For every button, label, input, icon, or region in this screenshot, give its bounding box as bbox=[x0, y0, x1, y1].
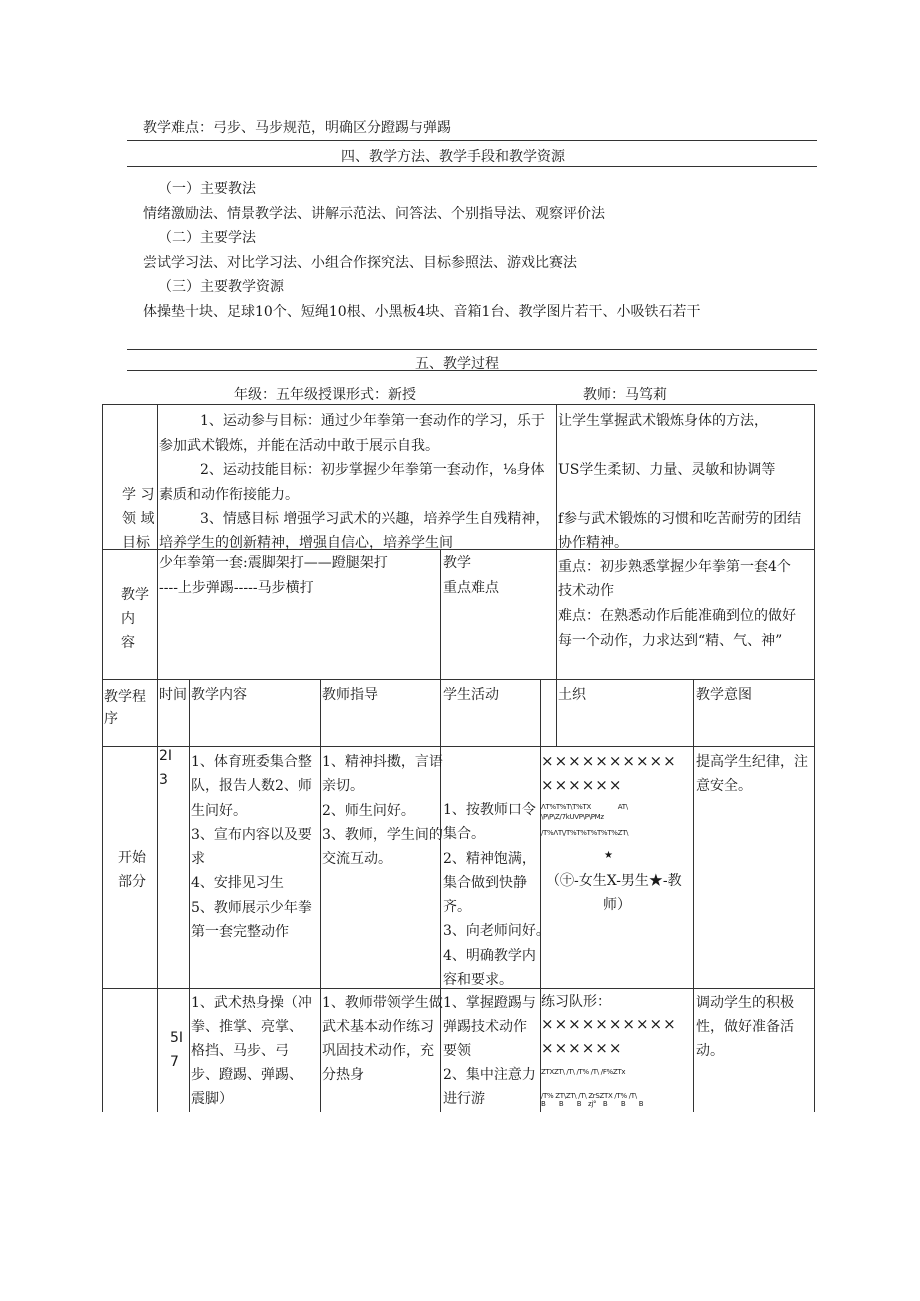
header-time: 时间 bbox=[159, 687, 187, 703]
row1-activity-line: 齐。 bbox=[443, 899, 471, 916]
table-line bbox=[556, 404, 557, 549]
table-line bbox=[102, 679, 815, 680]
row1-content-line: 1、体育班委集合整 bbox=[191, 754, 312, 770]
table-line bbox=[102, 746, 815, 747]
row2-content-line: 格挡、马步、弓 bbox=[191, 1043, 289, 1059]
row1-guide-line: 2、师生问好。 bbox=[322, 802, 415, 819]
table-line bbox=[556, 549, 557, 679]
row1-content-line: 第一套完整动作 bbox=[191, 924, 289, 941]
row2-time-2: 7 bbox=[170, 1054, 179, 1070]
goal-1-line-2: 参加武术锻炼，并能在活动中敢于展示自我。 bbox=[159, 438, 439, 454]
table-line bbox=[556, 679, 557, 746]
table-line bbox=[693, 679, 694, 1112]
difficulty-point-1: 难点：在熟悉动作后能准确到位的做好 bbox=[558, 608, 796, 624]
row2-activity-line: 2、集中注意力 bbox=[443, 1067, 536, 1083]
row1-content-line: 求 bbox=[191, 851, 205, 868]
row2-org-sym-3: B B B zj° B B B bbox=[541, 1100, 644, 1108]
row2-activity-line: 进行游 bbox=[443, 1091, 485, 1107]
header-activity: 学生活动 bbox=[443, 687, 499, 703]
row2-guide-line: 分热身 bbox=[322, 1067, 364, 1083]
row2-content-line: 拳、推掌、亮掌、 bbox=[191, 1019, 303, 1035]
row1-activity-line: 集合。 bbox=[443, 826, 485, 843]
row2-activity-line: 要领 bbox=[443, 1043, 471, 1059]
key-point-1: 重点：初步熟悉掌握少年拳第一套4个 bbox=[558, 559, 791, 575]
row1-content-line: 队，报告人数2、师 bbox=[191, 778, 312, 795]
row1-guide-line: 3、教师，学生间的 bbox=[322, 826, 443, 843]
row1-content-line: 4、安排见习生 bbox=[191, 875, 284, 892]
row1-time-2: 3 bbox=[159, 772, 168, 788]
row2-guide-line: 武术基本动作练习 bbox=[322, 1019, 434, 1035]
methods-text: 情绪激励法、情景教学法、讲解示范法、问答法、个别指导法、观察评价法 bbox=[143, 206, 605, 222]
teacher-line: 教师：马笃莉 bbox=[583, 387, 667, 403]
goal-2-line-3: US学生柔韧、力量、灵敏和协调等 bbox=[558, 462, 776, 478]
row2-org-heading: 练习队形： bbox=[541, 994, 611, 1010]
row1-content-line: 5、教师展示少年拳 bbox=[191, 899, 312, 916]
table-line bbox=[814, 404, 815, 1112]
goal-3-line-3: f参与武术锻炼的习惯和吃苦耐劳的团结 bbox=[558, 511, 802, 527]
resources-text: 体操垫十块、足球10个、短绳10根、小黑板4块、音箱1台、教学图片若干、小吸铁石若干 bbox=[143, 304, 701, 320]
row2-content-line: 步、蹬踢、弹踢、 bbox=[191, 1067, 303, 1083]
grade-line: 年级：五年级授课形式：新授 bbox=[234, 387, 416, 403]
goal-1-line-3: 让学生掌握武术锻炼身体的方法， bbox=[558, 413, 768, 429]
goals-label-3: 目标 bbox=[122, 535, 150, 551]
row2-activity-line: 弹踢技术动作 bbox=[443, 1019, 527, 1035]
row1-activity bbox=[443, 798, 550, 992]
row1-org-sym-1: ΛT%T%T\T%TX AT\ bbox=[541, 803, 628, 811]
row1-activity-line: 4、明确教学内 bbox=[443, 947, 536, 964]
row1-org-sym-2: \P\P\Z/7kUVP\P\PMz bbox=[541, 813, 604, 821]
learning-heading: （二）主要学法 bbox=[158, 230, 256, 246]
row1-activity-line: 1、按教师口令 bbox=[443, 802, 536, 818]
goal-3-line-2: 培养学生的创新精神，增强自信心，培养学生间 bbox=[159, 535, 453, 551]
table-line bbox=[320, 679, 321, 1112]
row1-intent-line: 意安全。 bbox=[696, 778, 752, 795]
goal-2-line-1: 2、运动技能目标：初步掌握少年拳第一套动作，⅛身体 bbox=[200, 462, 545, 478]
section5-title: 五、教学过程 bbox=[415, 356, 499, 372]
header-content: 教学内容 bbox=[191, 687, 247, 703]
row1-intent bbox=[696, 750, 814, 799]
row2-org-x-row-1: ×××××××××× bbox=[541, 1015, 677, 1033]
table-line bbox=[189, 679, 190, 1112]
header-organization: 土织 bbox=[558, 687, 586, 703]
difficulty-point-2: 每一个动作，力求达到“精、气、神” bbox=[558, 633, 783, 649]
header-guide: 教师指导 bbox=[322, 687, 378, 703]
row1-content bbox=[191, 750, 319, 944]
methods-heading: （一）主要教法 bbox=[158, 181, 256, 197]
row1-guide-line: 交流互动。 bbox=[322, 851, 392, 868]
key-label-2: 重点难点 bbox=[443, 580, 499, 596]
row2-guide-line: 巩固技术动作，充 bbox=[322, 1043, 434, 1059]
row2-content-line: 震脚） bbox=[191, 1091, 233, 1107]
row2-intent-line: 性，做好准备活 bbox=[696, 1019, 794, 1035]
divider bbox=[127, 166, 817, 167]
table-line bbox=[102, 404, 815, 405]
row1-org-legend-2: 师） bbox=[603, 897, 631, 913]
row1-label: 开始部分 bbox=[118, 850, 146, 890]
row1-intent-line: 提高学生纪律，注 bbox=[696, 754, 808, 770]
table-line bbox=[102, 404, 103, 1112]
goal-1-line-1: 1、运动参与目标：通过少年拳第一套动作的学习，乐于 bbox=[200, 413, 545, 429]
row1-activity-line: 集合做到快静 bbox=[443, 874, 527, 891]
row2-org-sym-2: /T% ZT\ZT\ /T\ ZrSZTX /T% /T\ bbox=[541, 1092, 637, 1100]
row1-guide-line: 1、精神抖擞，言语 bbox=[322, 754, 443, 770]
content-label-2: 内 bbox=[121, 611, 135, 627]
divider bbox=[127, 349, 817, 350]
row1-org-x-row-2: ×××××× bbox=[541, 776, 623, 794]
row2-guide-line: 1、教师带领学生做 bbox=[322, 995, 443, 1011]
row1-activity-line: 容和要求。 bbox=[443, 972, 513, 989]
row1-guide bbox=[322, 750, 443, 871]
row1-org-sym-3: /T%ΛT\/T%T%T%T%T%ZT\ bbox=[541, 829, 629, 837]
teacher-star-icon: ★ bbox=[604, 850, 613, 861]
goal-3-line-1: 3、情感目标 增强学习武术的兴趣，培养学生自残精神， bbox=[200, 511, 550, 527]
row2-activity-line: 1、掌握蹬踢与 bbox=[443, 995, 536, 1011]
row1-org-x-row-1: ×××××××××× bbox=[541, 752, 677, 770]
goals-label-2: 领 域 bbox=[122, 511, 155, 527]
resources-heading: （三）主要教学资源 bbox=[158, 279, 284, 295]
divider bbox=[127, 140, 817, 141]
row2-content bbox=[191, 991, 319, 1111]
row1-activity-line: 2、精神饱满， bbox=[443, 850, 536, 867]
row1-activity-line: 3、向老师问好。 bbox=[443, 923, 550, 940]
header-intent: 教学意图 bbox=[696, 687, 752, 703]
section4-title: 四、教学方法、教学手段和教学资源 bbox=[341, 149, 565, 165]
learning-text: 尝试学习法、对比学习法、小组合作探究法、目标参照法、游戏比赛法 bbox=[143, 255, 577, 271]
row2-activity bbox=[443, 991, 540, 1111]
row1-content-line: 3、宣布内容以及要 bbox=[191, 826, 312, 843]
key-point-2: 技术动作 bbox=[558, 583, 614, 599]
content-label-1: 教学 bbox=[121, 587, 149, 603]
content-text-1: 少年拳第一套:震脚架打——蹬腿架打 bbox=[159, 555, 388, 571]
goal-3-line-4: 协作精神。 bbox=[558, 535, 628, 551]
row2-guide bbox=[322, 991, 443, 1087]
row1-org-legend-1: （㊉-女生X-男生★-教 bbox=[546, 873, 682, 889]
row2-intent-line: 动。 bbox=[696, 1043, 724, 1059]
content-label-3: 容 bbox=[121, 635, 135, 651]
row1-time-1: 2I bbox=[159, 748, 173, 764]
content-text-2: ----上步弹踢-----马步横打 bbox=[159, 580, 314, 596]
header-procedure: 教学程序 bbox=[104, 689, 146, 727]
row2-intent-line: 调动学生的积极 bbox=[696, 995, 794, 1011]
divider bbox=[127, 370, 817, 371]
key-label-1: 教学 bbox=[443, 555, 471, 571]
goals-label-1: 学 习 bbox=[122, 487, 155, 503]
row2-org-x-row-2: ×××××× bbox=[541, 1039, 623, 1057]
row2-org-sym-1: ZTXZT\ /T\ /T% /T\ /F%ZTx bbox=[541, 1068, 626, 1076]
row1-content-line: 生问好。 bbox=[191, 802, 247, 819]
goal-2-line-2: 素质和动作衔接能力。 bbox=[159, 487, 299, 503]
row2-time-1: 5I bbox=[170, 1030, 184, 1046]
row1-guide-line: 亲切。 bbox=[322, 778, 364, 795]
difficulty-line: 教学难点：弓步、马步规范，明确区分蹬踢与弹踢 bbox=[143, 120, 451, 136]
row2-content-line: 1、武术热身操（冲 bbox=[191, 995, 312, 1011]
table-line bbox=[157, 404, 158, 1112]
row2-intent bbox=[696, 991, 814, 1063]
